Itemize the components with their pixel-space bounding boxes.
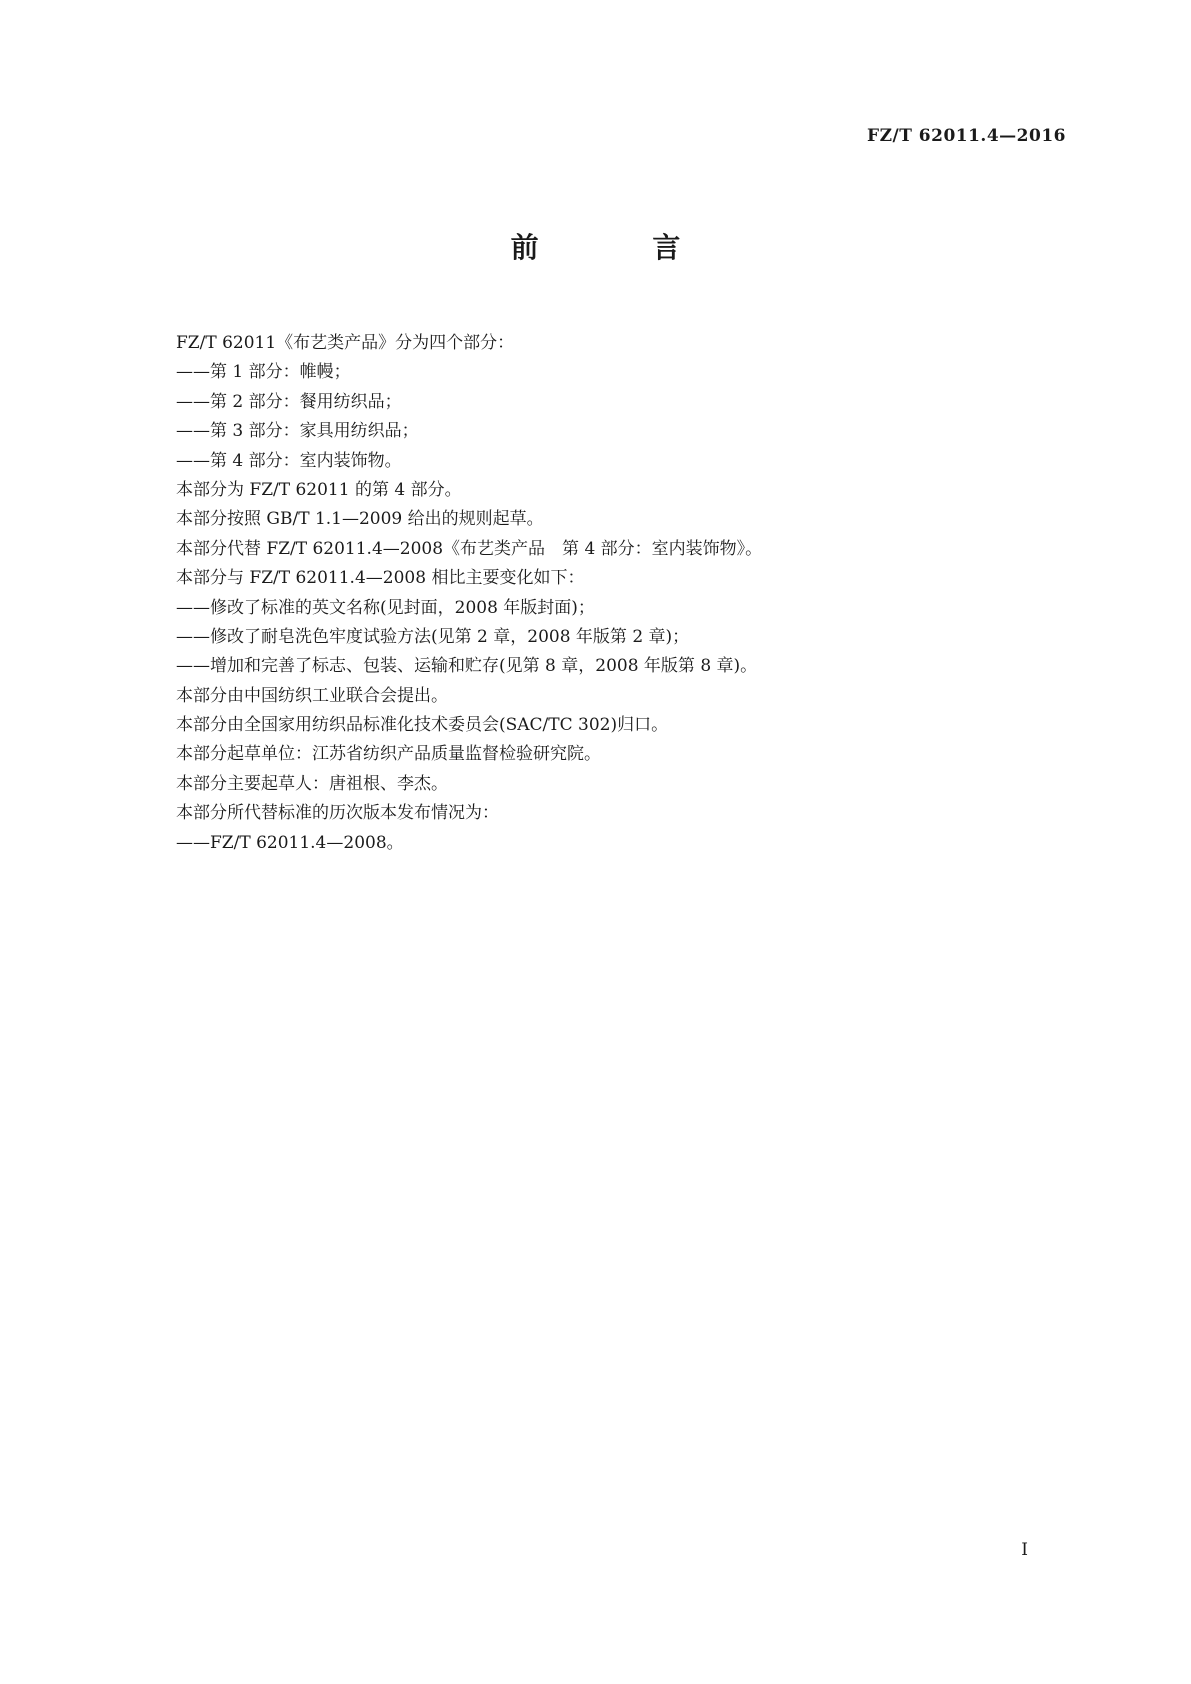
foreword-line: 本部分主要起草人：唐祖根、李杰。 xyxy=(176,773,448,794)
foreword-line: ——修改了耐皂洗色牢度试验方法(见第 2 章，2008 年版第 2 章)； xyxy=(176,626,690,647)
foreword-line: FZ/T 62011《布艺类产品》分为四个部分： xyxy=(176,333,515,353)
page-title: 前 言 xyxy=(510,231,733,264)
foreword-line: ——第 2 部分：餐用纺织品； xyxy=(176,391,402,412)
foreword-line: ——第 4 部分：室内装饰物。 xyxy=(176,450,402,471)
foreword-line: ——修改了标准的英文名称(见封面，2008 年版封面)； xyxy=(176,597,595,618)
standard-number: FZ/T 62011.4—2016 xyxy=(867,126,1066,146)
foreword-line: 本部分起草单位：江苏省纺织产品质量监督检验研究院。 xyxy=(176,744,601,765)
foreword-line: ——第 3 部分：家具用纺织品； xyxy=(176,421,419,442)
foreword-line: ——FZ/T 62011.4—2008。 xyxy=(176,832,404,853)
foreword-line: 本部分按照 GB/T 1.1—2009 给出的规则起草。 xyxy=(176,509,544,530)
foreword-line: 本部分代替 FZ/T 62011.4—2008《布艺类产品 第 4 部分：室内装饰物》。 xyxy=(176,538,763,559)
foreword-line: 本部分由中国纺织工业联合会提出。 xyxy=(176,685,448,706)
page-number: I xyxy=(1021,1540,1028,1560)
foreword-body xyxy=(176,329,1056,858)
foreword-line: ——增加和完善了标志、包装、运输和贮存(见第 8 章，2008 年版第 8 章)。 xyxy=(176,656,758,677)
foreword-line: 本部分与 FZ/T 62011.4—2008 相比主要变化如下： xyxy=(176,568,585,589)
foreword-line: ——第 1 部分：帷幔； xyxy=(176,362,351,383)
foreword-line: 本部分所代替标准的历次版本发布情况为： xyxy=(176,803,499,824)
foreword-line: 本部分为 FZ/T 62011 的第 4 部分。 xyxy=(176,479,462,500)
foreword-line: 本部分由全国家用纺织品标准化技术委员会(SAC/TC 302)归口。 xyxy=(176,715,669,736)
